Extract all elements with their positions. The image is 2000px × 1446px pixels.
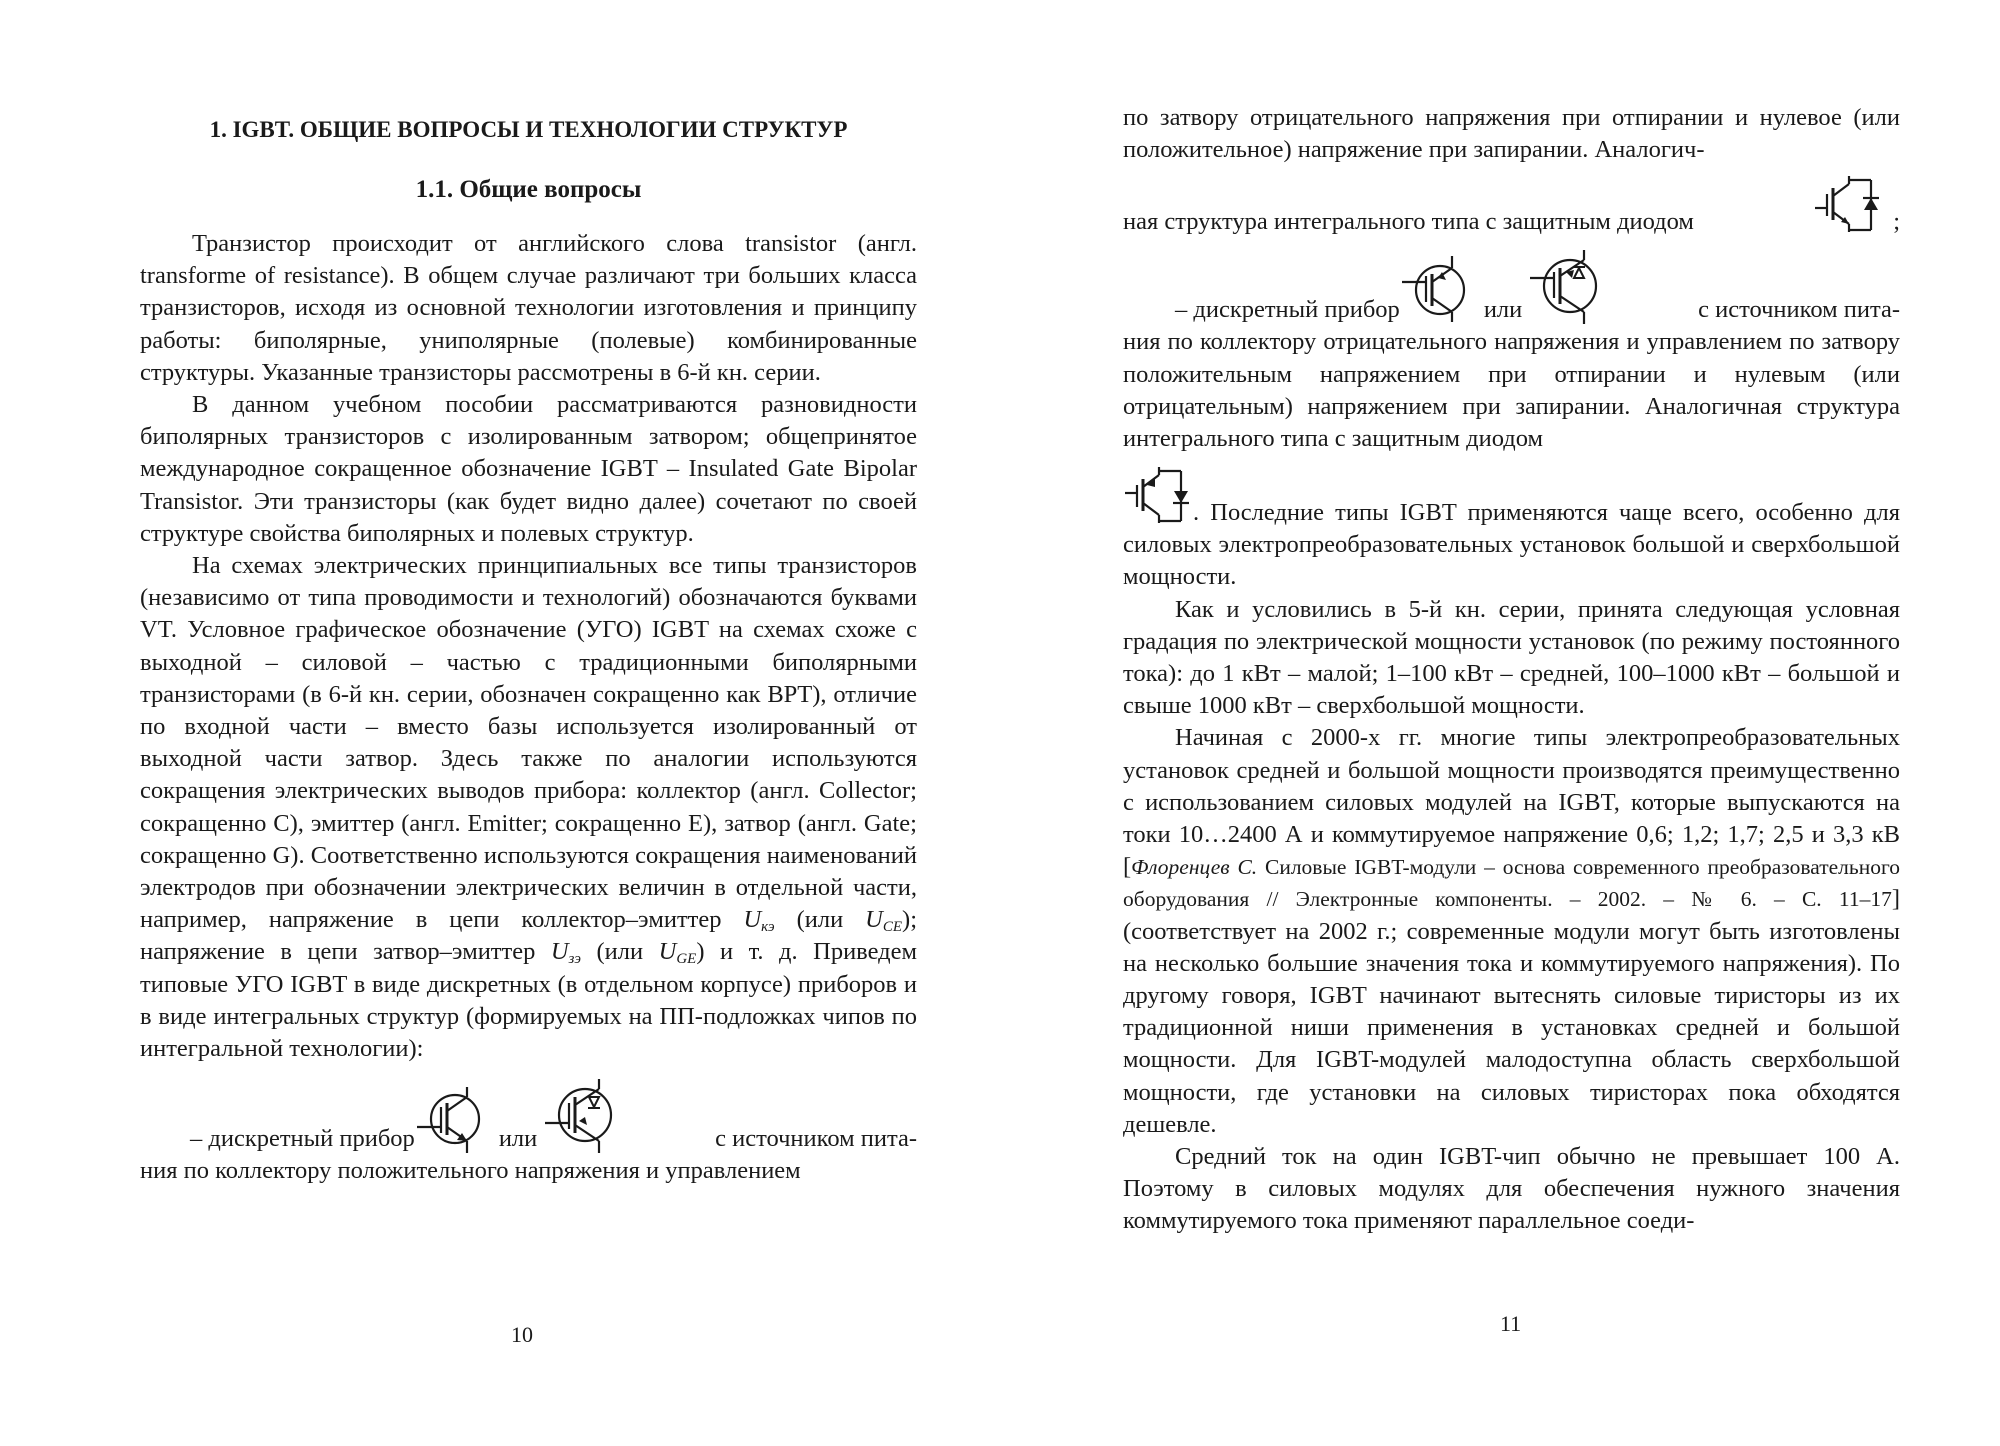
igbt-with-diode-symbol [1813, 172, 1879, 238]
paragraph-3-text-c: ); напряжение в цепи затвор–эмиттер [140, 906, 917, 966]
symbol-line-or-text: или [1483, 296, 1523, 324]
igbt-with-diode-symbol [1123, 463, 1189, 529]
diode-line-end: ; [1893, 208, 1900, 236]
paragraph-5: Средний ток на один IGBT-чип обычно не превышает 100 А. Поэтому в силовых модулях для обеспечения нужного значения коммутируемого тока применяют параллельное соеди- [1123, 1143, 1900, 1235]
diode-symbol-line [1123, 172, 1900, 238]
voltage-symbol-uce: $U_{CE}$ [865, 906, 903, 936]
paragraph-1: Транзистор происходит от английского слова transistor (англ. transforme of resistance). В общем случае различают три больших класса транзисторов, исходя из основной технологии изготовления и принципу работы: биполярные, униполярные (полевые) комбинированные структуры. Указанные транзисторы рассмотрены в 6-й кн. серии. [140, 230, 917, 386]
igbt-discrete-symbol [415, 1083, 487, 1155]
voltage-symbol-uze: $U_{зэ}$ [550, 938, 582, 968]
citation-author: Флоренцев С. [1131, 855, 1258, 880]
paragraph-4-text-a: Начиная с 2000-х гг. многие типы электропреобразовательных установок средней и большой мощности производятся преимущественно с использованием силовых модулей на IGBT, которые выпускаются на токи 10…2400 А и коммутируемое напряжение 0,6; 1,2; 1,7; 2,5 и 3,3 кВ [ [1123, 724, 1900, 881]
page-number-left: 10 [511, 1322, 533, 1347]
symbol-line-end-text: с источником пита- [715, 1125, 917, 1153]
paragraph-2-after-symbol-text: . Последние типы IGBT применяются чаще всего, особенно для силовых электропреобразовательных установок большой и сверхбольшой мощности. [1123, 499, 1900, 591]
igbt-integral-symbol [1528, 246, 1608, 326]
symbol-line-start-text: – дискретный прибор [1175, 296, 1400, 324]
paragraph-2: В данном учебном пособии рассматриваются разновидности биполярных транзисторов с изолированным затвором; общепринятое международное сокращенное обозначение IGBT – Insulated Gate Bipolar Transistor. Эти транзисторы (как будет видно далее) сочетают по своей структуре свойства биполярных и полевых структур. [140, 391, 917, 547]
symbol-line-or-text: или [498, 1125, 538, 1153]
symbol-line-end-text: с источником пита- [1698, 296, 1900, 324]
paragraph-4-rest: ния по коллектору положительного напряжения и управлением [140, 1157, 801, 1185]
igbt-integral-symbol [543, 1075, 623, 1155]
paragraph-3-text-b: (или [774, 906, 866, 934]
paragraph-3 [140, 550, 917, 1065]
left-text-column [140, 103, 917, 1187]
citation-text: Силовые IGBT-модули – основа современного преобразовательного оборудования // Электронные компоненты. – 2002. – № 6. – С. 11–17 [1123, 855, 1900, 912]
paragraph-4-text-b: ] (соответствует на 2002 г.; современные модули могут быть изготовлены на несколько большие значения тока и коммутируемого напряжения). По другому говоря, IGBT начинают вытеснять силовые тиристоры из их традиционной ниши применения в установках средней и большой мощности. Для IGBT-модулей малодоступна область сверхбольшой мощности, где установки на силовых тиристорах пока обходятся дешевле. [1123, 885, 1900, 1138]
right-text-column [1123, 103, 1900, 1238]
paragraph-3-text-a: На схемах электрических принципиальных все типы транзисторов (независимо от типа проводимости и технологий) обозначаются буквами VT. Условное графическое обозначение (УГО) IGBT на схемах схоже с выходной – силовой – частью с традиционными биполярными транзисторами (в 6-й кн. серии, обозначен сокращенно как BPT), отличие по входной части – вместо базы используется изолированный от выходной части затвор. Здесь также по аналогии используются сокращения электрических выводов прибора: коллектор (англ. Collector; сокращенно C), эмиттер (англ. Emitter; сокращенно E), затвор (англ. Gate; сокращенно G). Соответственно используются сокращения наименований электродов при обозначении электрических величин в отдельной части, например, напряжение в цепи коллектор–эмиттер [140, 552, 917, 934]
symbol-line-left [190, 1075, 917, 1155]
symbol-line-start-text: – дискретный прибор [190, 1125, 415, 1153]
paragraph-2-rest: ния по коллектору отрицательного напряжения и управлением по затвору положительным напряжением при отпирании и нулевым (или отрицательным) напряжением при запирании. Аналогичная структура интегрального типа с защитным диодом [1123, 328, 1900, 453]
section-title: 1.1. Общие вопросы [415, 176, 642, 203]
right-page [1000, 0, 2000, 1446]
diode-line-text: ная структура интегрального типа с защитным диодом [1123, 208, 1694, 236]
voltage-symbol-uke: $U_{кэ}$ [743, 906, 775, 936]
igbt-discrete-symbol [1400, 254, 1472, 326]
paragraph-continued: по затвору отрицательного напряжения при отпирании и нулевое (или положительное) напряжение при запирании. Аналогич- [1123, 104, 1900, 164]
voltage-symbol-uge: $U_{GE}$ [658, 938, 697, 968]
page-number-right: 11 [1500, 1311, 1522, 1336]
paragraph-3-text-d: (или [581, 938, 659, 966]
paragraph-2-after-symbol [1123, 463, 1900, 593]
paragraph-4 [1123, 722, 1900, 1141]
symbol-line-right [1175, 246, 1900, 326]
paragraph-3: Как и условились в 5-й кн. серии, принята следующая условная градация по электрической мощности установок (по режиму постоянного тока): до 1 кВт – малой; 1–100 кВт – средней, 100–1000 кВт – большой и свыше 1000 кВт – сверхбольшой мощности. [1123, 595, 1900, 720]
paragraph-3-text-e: ) и т. д. Приведем типовые УГО IGBT в виде дискретных (в отдельном корпусе) приборов и в виде интегральных структур (формируемых на ПП-подложках чипов по интегральной технологии): [140, 938, 917, 1063]
chapter-title: 1. IGBT. ОБЩИЕ ВОПРОСЫ И ТЕХНОЛОГИИ СТРУКТУР [209, 117, 848, 142]
